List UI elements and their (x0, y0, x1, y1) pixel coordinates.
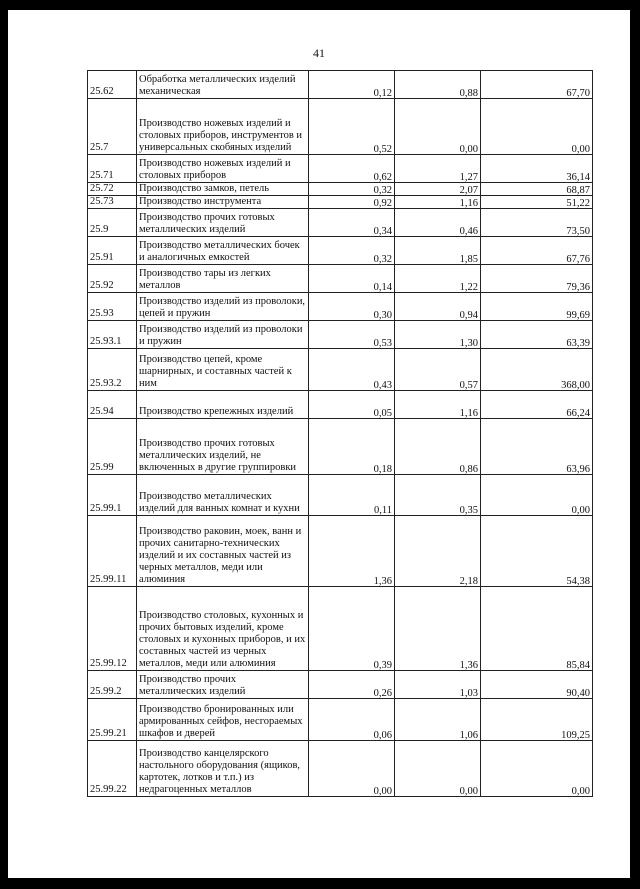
row-value-1-text: 0,00 (373, 786, 392, 797)
row-value-1-text: 0,05 (373, 408, 392, 419)
row-name-text: Производство канцелярского настольного оборудования (ящиков, картотек, лотков и т.п.) из недрагоценных металлов (139, 748, 301, 795)
row-value-2 (395, 196, 481, 209)
row-name-text: Производство тары из легких металлов (139, 268, 271, 291)
row-value-3-text: 90,40 (566, 688, 590, 699)
row-name (137, 391, 309, 419)
row-code (88, 196, 137, 209)
table-row (88, 475, 593, 516)
row-value-2-text: 2,18 (459, 576, 478, 587)
row-value-1-text: 0,53 (373, 338, 392, 349)
row-value-1-text: 0,32 (373, 185, 392, 196)
row-code-text: 25.62 (90, 86, 114, 97)
row-value-2-text: 0,46 (459, 226, 478, 237)
row-value-1 (309, 587, 395, 671)
row-name-text: Производство прочих готовых металлических изделий (139, 212, 275, 235)
row-value-2-text: 0,57 (459, 380, 478, 391)
row-name-text: Производство раковин, моек, ванн и прочих санитарно-технических изделий и их составных частей из черных металлов, меди или алюминия (139, 526, 302, 585)
row-value-3 (481, 183, 593, 196)
row-code (88, 71, 137, 99)
row-value-3 (481, 391, 593, 419)
row-value-2 (395, 516, 481, 587)
row-name-text: Производство изделий из проволоки, цепей и пружин (139, 296, 306, 319)
row-value-2 (395, 99, 481, 155)
row-value-3 (481, 99, 593, 155)
row-value-2-text: 1,27 (459, 172, 478, 183)
row-code-text: 25.9 (90, 224, 109, 235)
row-value-1 (309, 671, 395, 699)
row-value-3 (481, 293, 593, 321)
row-value-1 (309, 183, 395, 196)
row-code (88, 475, 137, 516)
row-name (137, 155, 309, 183)
table-row (88, 237, 593, 265)
row-code-text: 25.93.2 (90, 378, 122, 389)
table-row (88, 155, 593, 183)
row-value-3-text: 109,25 (561, 730, 590, 741)
row-value-2-text: 1,06 (459, 730, 478, 741)
row-value-2-text: 1,85 (459, 254, 478, 265)
row-value-1 (309, 265, 395, 293)
row-value-2 (395, 265, 481, 293)
row-value-1 (309, 741, 395, 797)
row-name (137, 349, 309, 391)
row-value-3-text: 368,00 (561, 380, 590, 391)
row-name (137, 183, 309, 196)
row-value-2 (395, 391, 481, 419)
row-name-text: Производство столовых, кухонных и прочих бытовых изделий, кроме столовых и кухонных приборов, и их составных частей из черных металлов, меди или алюминия (139, 610, 306, 669)
row-value-2 (395, 237, 481, 265)
row-value-2 (395, 71, 481, 99)
row-value-2 (395, 671, 481, 699)
row-value-1-text: 0,92 (373, 198, 392, 209)
row-value-3 (481, 196, 593, 209)
row-code (88, 321, 137, 349)
row-value-1 (309, 475, 395, 516)
row-value-1-text: 0,18 (373, 464, 392, 475)
row-value-2 (395, 155, 481, 183)
table-body (88, 71, 593, 797)
row-code (88, 671, 137, 699)
row-value-1-text: 0,06 (373, 730, 392, 741)
row-code (88, 516, 137, 587)
document-page (8, 10, 630, 878)
table-row (88, 699, 593, 741)
row-value-2-text: 0,00 (459, 144, 478, 155)
row-value-3-text: 63,96 (566, 464, 590, 475)
row-name-text: Производство цепей, кроме шарнирных, и составных частей к ним (139, 354, 292, 389)
row-value-3-text: 63,39 (566, 338, 590, 349)
row-value-3 (481, 321, 593, 349)
row-name-text: Производство ножевых изделий и столовых приборов, инструментов и универсальных скобяных изделий (139, 118, 303, 153)
row-value-1-text: 0,30 (373, 310, 392, 321)
row-value-1 (309, 237, 395, 265)
table-row (88, 419, 593, 475)
table-row (88, 71, 593, 99)
row-value-3-text: 99,69 (566, 310, 590, 321)
table-row (88, 209, 593, 237)
row-name-text: Производство изделий из проволоки и пружин (139, 324, 303, 347)
row-value-3 (481, 699, 593, 741)
row-value-3 (481, 209, 593, 237)
row-name-text: Производство металлических бочек и аналогичных емкостей (139, 240, 300, 263)
row-value-2-text: 1,36 (459, 660, 478, 671)
row-value-3-text: 79,36 (566, 282, 590, 293)
row-name-text: Производство ножевых изделий и столовых приборов (139, 158, 291, 181)
row-value-1-text: 0,34 (373, 226, 392, 237)
row-value-3 (481, 349, 593, 391)
row-name (137, 196, 309, 209)
row-value-1 (309, 321, 395, 349)
row-name (137, 741, 309, 797)
row-value-2 (395, 475, 481, 516)
row-code (88, 391, 137, 419)
row-code (88, 209, 137, 237)
row-name-text: Производство инструмента (139, 196, 262, 207)
row-value-2-text: 0,94 (459, 310, 478, 321)
row-value-3-text: 85,84 (566, 660, 590, 671)
table-row (88, 196, 593, 209)
row-value-2 (395, 741, 481, 797)
row-name-text: Производство прочих готовых металлических изделий, не включенных в другие группировки (139, 438, 297, 473)
row-name (137, 99, 309, 155)
row-code-text: 25.99.12 (90, 658, 127, 669)
table-row (88, 391, 593, 419)
row-value-2 (395, 209, 481, 237)
table-row (88, 587, 593, 671)
row-code-text: 25.99.22 (90, 784, 127, 795)
table-row (88, 349, 593, 391)
row-name-text: Производство бронированных или армированных сейфов, несгораемых шкафов и дверей (139, 704, 303, 739)
row-value-3-text: 66,24 (566, 408, 590, 419)
page-number: 41 (313, 46, 325, 60)
row-name (137, 475, 309, 516)
row-value-1 (309, 99, 395, 155)
row-code-text: 25.99 (90, 462, 114, 473)
row-code (88, 699, 137, 741)
row-code (88, 741, 137, 797)
row-value-2 (395, 419, 481, 475)
row-value-3 (481, 587, 593, 671)
row-name (137, 71, 309, 99)
row-name (137, 587, 309, 671)
row-value-3 (481, 475, 593, 516)
row-value-2-text: 1,16 (459, 198, 478, 209)
row-value-1 (309, 391, 395, 419)
row-value-3 (481, 71, 593, 99)
row-code (88, 349, 137, 391)
table-row (88, 671, 593, 699)
row-value-2 (395, 699, 481, 741)
table-row (88, 321, 593, 349)
row-code-text: 25.73 (90, 196, 114, 207)
row-name-text: Обработка металлических изделий механическая (139, 74, 296, 97)
row-value-2-text: 1,30 (459, 338, 478, 349)
row-code-text: 25.94 (90, 406, 114, 417)
row-code-text: 25.93 (90, 308, 114, 319)
row-code (88, 293, 137, 321)
row-value-1 (309, 699, 395, 741)
row-value-1 (309, 349, 395, 391)
row-value-3 (481, 237, 593, 265)
row-value-2-text: 2,07 (459, 185, 478, 196)
row-name (137, 671, 309, 699)
row-code-text: 25.99.1 (90, 503, 122, 514)
row-value-2-text: 1,22 (459, 282, 478, 293)
row-code (88, 265, 137, 293)
row-value-1-text: 0,14 (373, 282, 392, 293)
row-code-text: 25.99.11 (90, 574, 127, 585)
row-value-1-text: 0,62 (373, 172, 392, 183)
row-value-1 (309, 196, 395, 209)
row-code-text: 25.91 (90, 252, 114, 263)
row-name-text: Производство прочих металлических изделий (139, 674, 246, 697)
row-value-1-text: 0,39 (373, 660, 392, 671)
row-value-2 (395, 321, 481, 349)
row-name (137, 699, 309, 741)
row-value-2-text: 0,86 (459, 464, 478, 475)
row-value-2-text: 0,35 (459, 505, 478, 516)
row-value-3 (481, 671, 593, 699)
table-row (88, 265, 593, 293)
row-name (137, 419, 309, 475)
row-code-text: 25.71 (90, 170, 114, 181)
row-name-text: Производство замков, петель (139, 183, 270, 194)
row-value-1-text: 0,12 (373, 88, 392, 99)
row-value-3-text: 0,00 (571, 144, 590, 155)
row-name (137, 321, 309, 349)
row-value-2 (395, 349, 481, 391)
row-code (88, 587, 137, 671)
table-row (88, 99, 593, 155)
row-name-text: Производство крепежных изделий (139, 406, 294, 417)
row-value-3 (481, 419, 593, 475)
row-value-1 (309, 516, 395, 587)
row-value-3-text: 67,70 (566, 88, 590, 99)
row-value-2 (395, 587, 481, 671)
row-name (137, 237, 309, 265)
row-value-2-text: 0,00 (459, 786, 478, 797)
row-code-text: 25.99.2 (90, 686, 122, 697)
row-code (88, 419, 137, 475)
row-value-3-text: 67,76 (566, 254, 590, 265)
row-value-3 (481, 516, 593, 587)
table-row (88, 516, 593, 587)
row-value-2-text: 1,03 (459, 688, 478, 699)
row-name (137, 209, 309, 237)
row-code (88, 183, 137, 196)
row-value-2 (395, 183, 481, 196)
row-value-3-text: 0,00 (571, 786, 590, 797)
row-value-3-text: 0,00 (571, 505, 590, 516)
row-value-1-text: 0,32 (373, 254, 392, 265)
row-value-1 (309, 71, 395, 99)
statistics-table (87, 70, 593, 797)
row-value-2-text: 1,16 (459, 408, 478, 419)
row-value-3-text: 51,22 (566, 198, 590, 209)
row-value-3 (481, 265, 593, 293)
table-row (88, 741, 593, 797)
table-row (88, 293, 593, 321)
row-value-3-text: 68,87 (566, 185, 590, 196)
row-code (88, 155, 137, 183)
row-value-1 (309, 293, 395, 321)
row-name (137, 265, 309, 293)
row-value-3-text: 54,38 (566, 576, 590, 587)
row-value-1-text: 0,26 (373, 688, 392, 699)
row-code-text: 25.93.1 (90, 336, 122, 347)
row-code (88, 99, 137, 155)
row-value-1 (309, 155, 395, 183)
row-value-3-text: 73,50 (566, 226, 590, 237)
row-code-text: 25.72 (90, 183, 114, 194)
row-name-text: Производство металлических изделий для ванных комнат и кухни (139, 491, 300, 514)
row-value-3 (481, 155, 593, 183)
row-value-1 (309, 419, 395, 475)
row-code-text: 25.99.21 (90, 728, 127, 739)
row-value-2 (395, 293, 481, 321)
row-value-3-text: 36,14 (566, 172, 590, 183)
row-code (88, 237, 137, 265)
row-code-text: 25.92 (90, 280, 114, 291)
row-value-1-text: 0,43 (373, 380, 392, 391)
row-value-1 (309, 209, 395, 237)
row-value-2-text: 0,88 (459, 88, 478, 99)
table-row (88, 183, 593, 196)
row-value-1-text: 0,52 (373, 144, 392, 155)
row-value-1-text: 0,11 (374, 505, 392, 516)
row-value-1-text: 1,36 (373, 576, 392, 587)
row-name (137, 293, 309, 321)
row-code-text: 25.7 (90, 142, 109, 153)
row-name (137, 516, 309, 587)
row-value-3 (481, 741, 593, 797)
